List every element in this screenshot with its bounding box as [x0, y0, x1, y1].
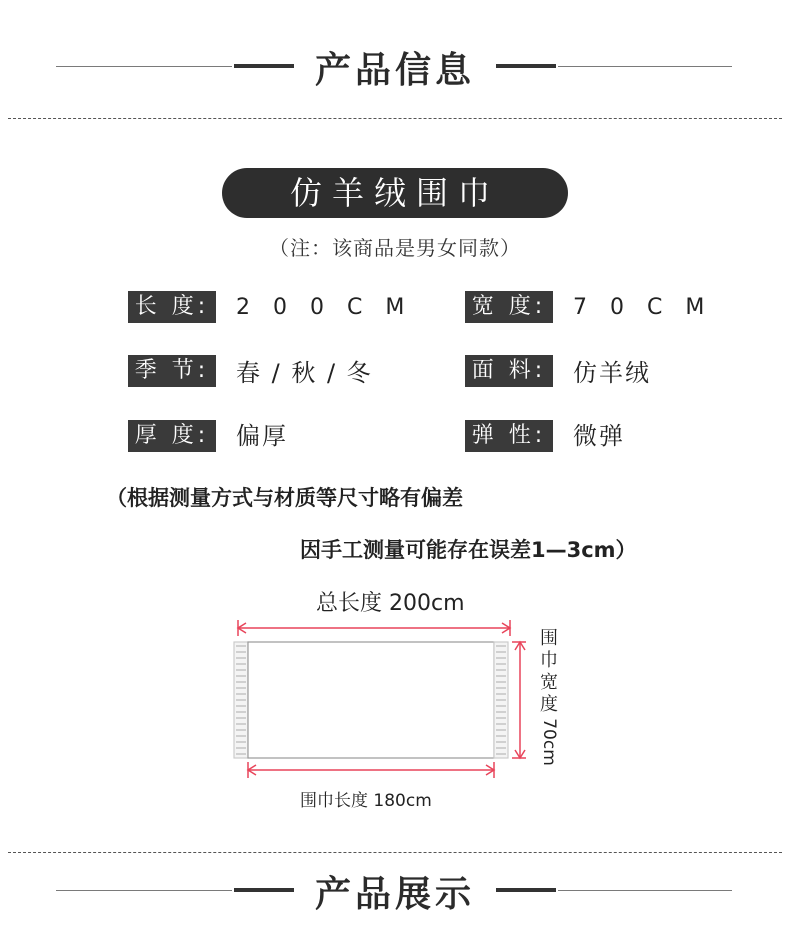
spec-label-length: 长 度:: [128, 291, 216, 323]
spec-label-elasticity: 弹 性:: [465, 420, 553, 452]
spec-label-fabric: 面 料:: [465, 355, 553, 387]
header-rule-right: [558, 66, 732, 67]
fringe-left: [234, 642, 248, 758]
spec-label-thickness: 厚 度:: [128, 420, 216, 452]
section-title: 产品信息: [314, 50, 475, 91]
width-char: 宽: [540, 672, 558, 693]
header-bar-right: [496, 64, 556, 68]
header-bar-right: [496, 888, 556, 892]
width-dimension: [512, 642, 526, 758]
product-note: （注：该商品是男女同款）: [269, 236, 521, 260]
total-length-dimension: [238, 620, 510, 636]
scarf-length-label: 围巾长度 180cm: [300, 791, 432, 811]
scarf-width-label: [538, 628, 560, 766]
width-value: 70cm: [539, 718, 559, 766]
section-header-info: [0, 36, 790, 96]
width-value-wrap: [538, 716, 560, 766]
disclaimer-line2: 因手工测量可能存在误差1—3cm）: [300, 538, 637, 562]
total-length-label: 总长度 200cm: [316, 591, 465, 616]
fringe-right: [494, 642, 508, 758]
scarf-body: [248, 642, 494, 758]
spec-value-elasticity: 微弹: [573, 422, 625, 450]
spec-value-season: 春 / 秋 / 冬: [236, 359, 373, 387]
product-name-badge: 仿羊绒围巾: [222, 168, 568, 218]
header-rule-right: [558, 890, 732, 891]
width-char: 度: [540, 694, 558, 715]
spec-value-width: 7 0 C M: [573, 295, 713, 320]
divider-dashed: [8, 118, 782, 119]
spec-label-season: 季 节:: [128, 355, 216, 387]
section-header-display: [0, 860, 790, 920]
width-char: 巾: [540, 650, 558, 671]
width-char: 围: [540, 628, 558, 649]
divider-dashed-bottom: [8, 852, 782, 853]
disclaimer-line1: （根据测量方式与材质等尺寸略有偏差: [106, 486, 463, 510]
scarf-length-dimension: [248, 762, 494, 778]
spec-value-length: 2 0 0 C M: [236, 295, 413, 320]
spec-label-width: 宽 度:: [465, 291, 553, 323]
section-title: 产品展示: [314, 874, 475, 915]
spec-value-thickness: 偏厚: [236, 422, 288, 450]
scarf-diagram: [228, 612, 528, 788]
spec-value-fabric: 仿羊绒: [573, 359, 651, 387]
